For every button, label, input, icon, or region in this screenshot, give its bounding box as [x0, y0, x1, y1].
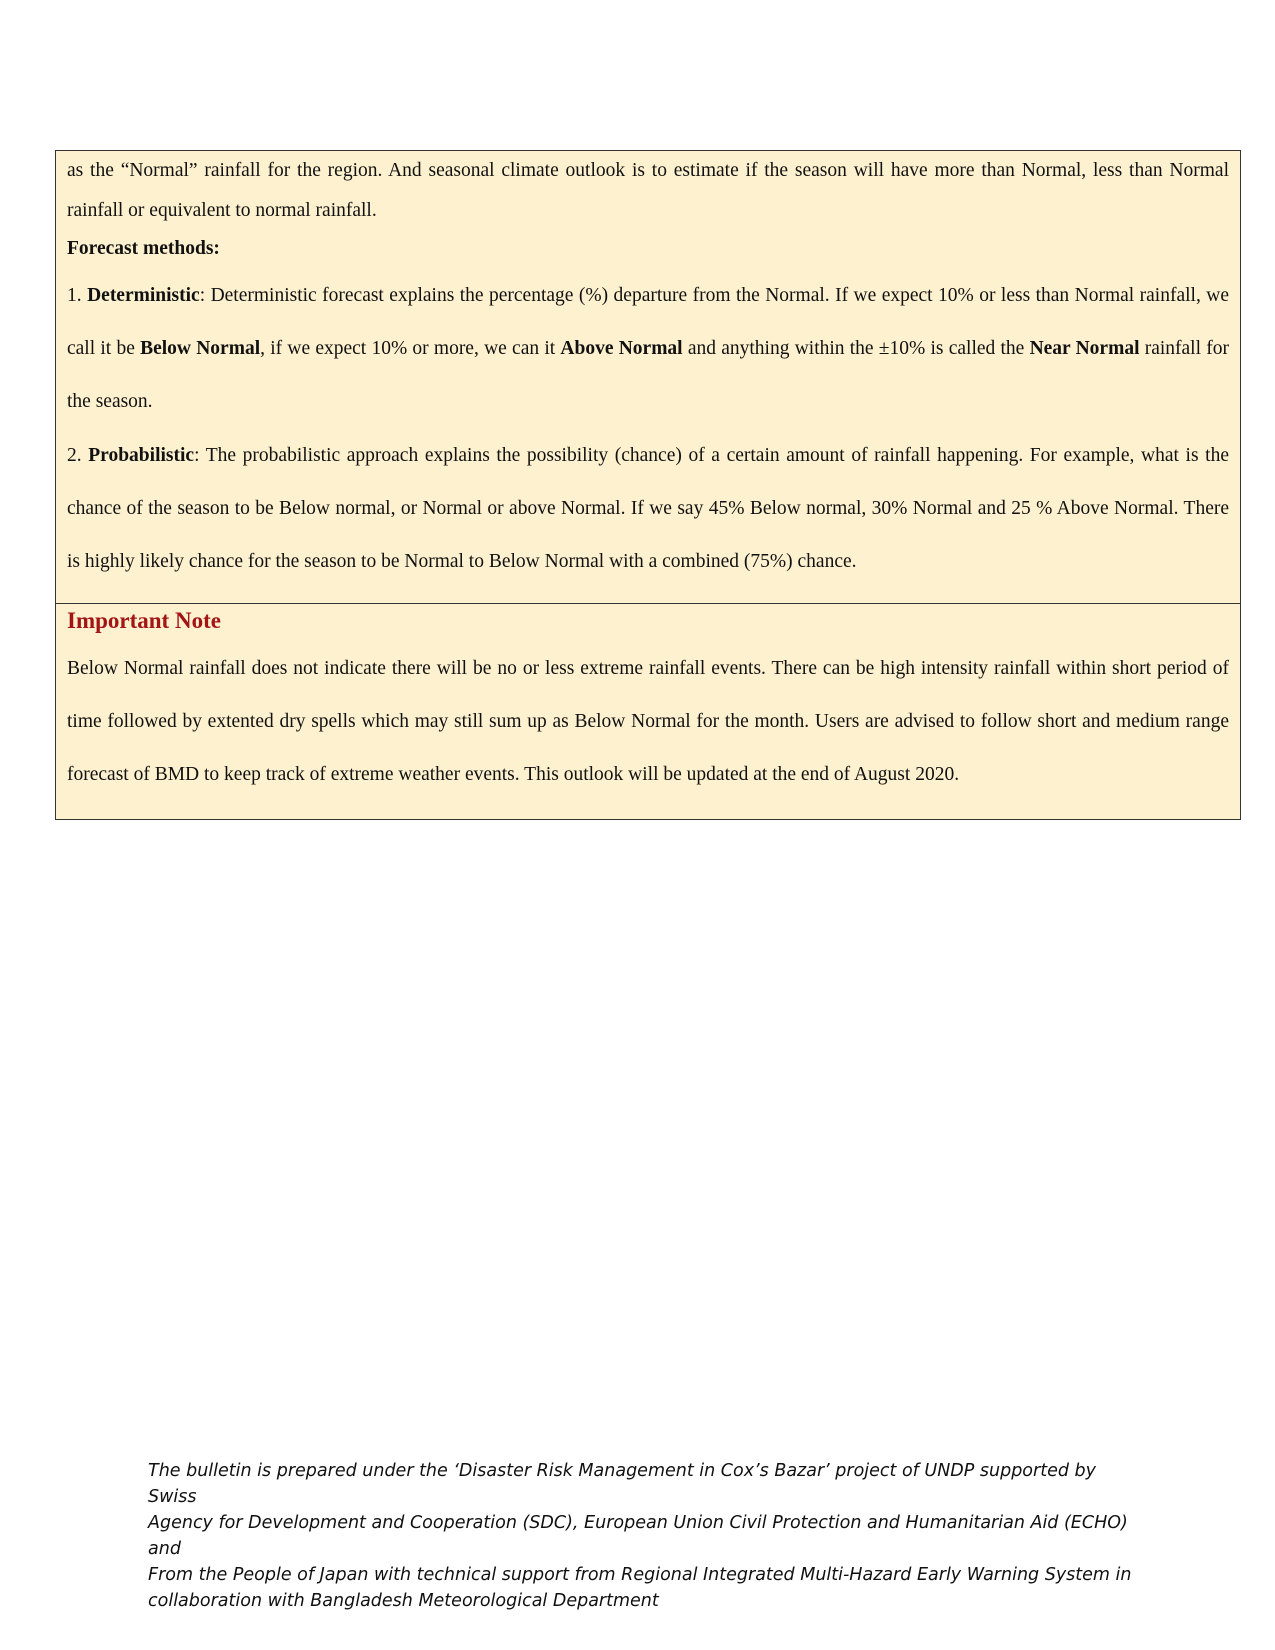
probabilistic-number: 2. [67, 445, 89, 466]
probabilistic-text: : The probabilistic approach explains the possibility (chance) of a certain amount of rainfall happening. For example, what is the chance of the season to be Below normal, or Normal or above Normal. If we say 45% Below normal, 30% Normal and 25 % Above Normal. There is highly likely chance for the season to be Normal to Below Normal with a combined (75%) chance. [67, 445, 1230, 572]
footer-line-3: From the People of Japan with technical support from Regional Integrated Multi-Hazard Early Warning System in [148, 1565, 1132, 1585]
important-note-box [55, 603, 1241, 820]
deterministic-number: 1. [67, 285, 88, 306]
forecast-methods-box [55, 150, 1241, 604]
forecast-methods-heading: Forecast methods: [67, 238, 220, 259]
above-normal-term: Above Normal [560, 338, 683, 359]
footer-line-4: collaboration with Bangladesh Meteorological Department [148, 1591, 659, 1611]
below-normal-term: Below Normal [140, 338, 261, 359]
deterministic-text-2: , if we expect 10% or more, we can it [260, 338, 561, 359]
deterministic-text-3: and anything within the ±10% is called the [682, 338, 1030, 359]
probabilistic-label: Probabilistic [88, 445, 195, 466]
probabilistic-paragraph [67, 429, 1229, 588]
deterministic-paragraph [67, 269, 1229, 428]
near-normal-term: Near Normal [1029, 338, 1140, 359]
footer-credits [148, 1458, 1138, 1614]
intro-paragraph: as the “Normal” rainfall for the region. And seasonal climate outlook is to estimate if the season will have more than Normal, less than Normal rainfall or equivalent to normal rainfall. [67, 160, 1229, 221]
deterministic-text-4: rainfall for the season. [67, 338, 1229, 412]
deterministic-label: Deterministic [87, 285, 200, 306]
important-note-text: Below Normal rainfall does not indicate there will be no or less extreme rainfall events. There can be high intensity rainfall within short period of time followed by extented dry spells which may still sum up as Below Normal for the month. Users are advised to follow short and medium range forecast of BMD to keep track of extreme weather events. This outlook will be updated at the end of August 2020. [67, 658, 1229, 785]
footer-line-1: The bulletin is prepared under the ‘Disaster Risk Management in Cox’s Bazar’ project of UNDP supported by Swiss [148, 1461, 1096, 1507]
deterministic-text-1: : Deterministic forecast explains the percentage (%) departure from the Normal. If we expect 10% or less than Normal rainfall, we call it be [67, 285, 1229, 359]
important-note-title: Important Note [67, 608, 221, 633]
footer-line-2: Agency for Development and Cooperation (SDC), European Union Civil Protection and Humanitarian Aid (ECHO) and [148, 1513, 1128, 1559]
